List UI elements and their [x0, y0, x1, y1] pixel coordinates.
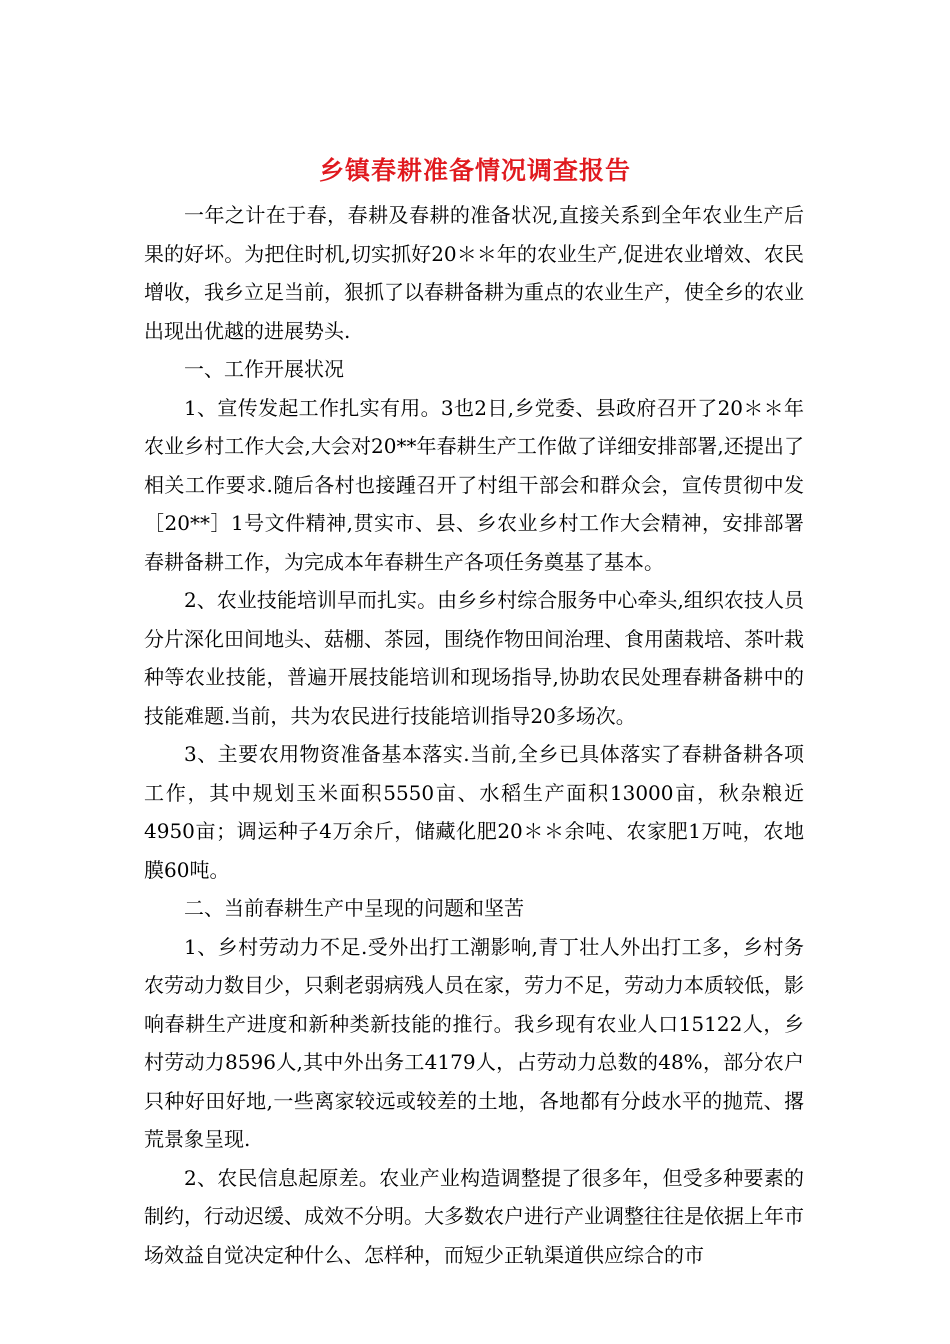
paragraph-intro: 一年之计在于春，春耕及春耕的准备状况,直接关系到全年农业生产后果的好坏。为把住时机,切实抓好20＊＊年的农业生产,促进农业增效、农民增收，我乡立足当前，狠抓了以春耕备耕为重点的农业生产，使全乡的农业出现出优越的进展势头.	[144, 203, 804, 343]
paragraph-training: 2、农业技能培训早而扎实。由乡乡村综合服务中心牵头,组织农技人员分片深化田间地头、菇棚、茶园，围绕作物田间治理、食用菌栽培、茶叶栽种等农业技能，普遍开展技能培训和现场指导,协助农民处理春耕备耕中的技能难题.当前，共为农民进行技能培训指导20多场次。	[144, 588, 804, 728]
paragraph-information: 2、农民信息起原差。农业产业构造调整提了很多年，但受多种要素的制约，行动迟缓、成效不分明。大多数农户进行产业调整往往是依据上年市场效益自觉决定种什么、怎样种，而短少正轨渠道供应综合的市	[144, 1165, 804, 1267]
paragraph-labor: 1、乡村劳动力不足.受外出打工潮影响,青丁壮人外出打工多，乡村务农劳动力数目少，只剩老弱病残人员在家，劳力不足，劳动力本质较低，影响春耕生产进度和新种类新技能的推行。我乡现有农业人口15122人，乡村劳动力8596人,其中外出务工4179人，占劳动力总数的48%，部分农户只种好田好地,一些离家较远或较差的土地，各地都有分歧水平的抛荒、撂荒景象呈现.	[144, 934, 804, 1151]
section-heading-work-status: 一、工作开展状况	[184, 357, 344, 381]
document-body	[144, 196, 804, 1274]
paragraph-materials: 3、主要农用物资准备基本落实.当前,全乡已具体落实了春耕备耕各项工作，其中规划玉米面积5550亩、水稻生产面积13000亩，秋杂粮近4950亩；调运种子4万余斤，储藏化肥20＊＊余吨、农家肥1万吨，农地膜60吨。	[144, 742, 804, 882]
document-title: 乡镇春耕准备情况调查报告	[318, 156, 631, 185]
section-heading-problems: 二、当前春耕生产中呈现的问题和坚苦	[184, 896, 524, 920]
paragraph-publicity: 1、宣传发起工作扎实有用。3也2日,乡党委、县政府召开了20＊＊年农业乡村工作大会,大会对20**年春耕生产工作做了详细安排部署,还提出了相关工作要求.随后各村也接踵召开了村组干部会和群众会，宣传贯彻中发［20**］1号文件精神,贯实市、县、乡农业乡村工作大会精神，安排部署春耕备耕工作，为完成本年春耕生产各项任务奠基了基本。	[144, 395, 804, 574]
